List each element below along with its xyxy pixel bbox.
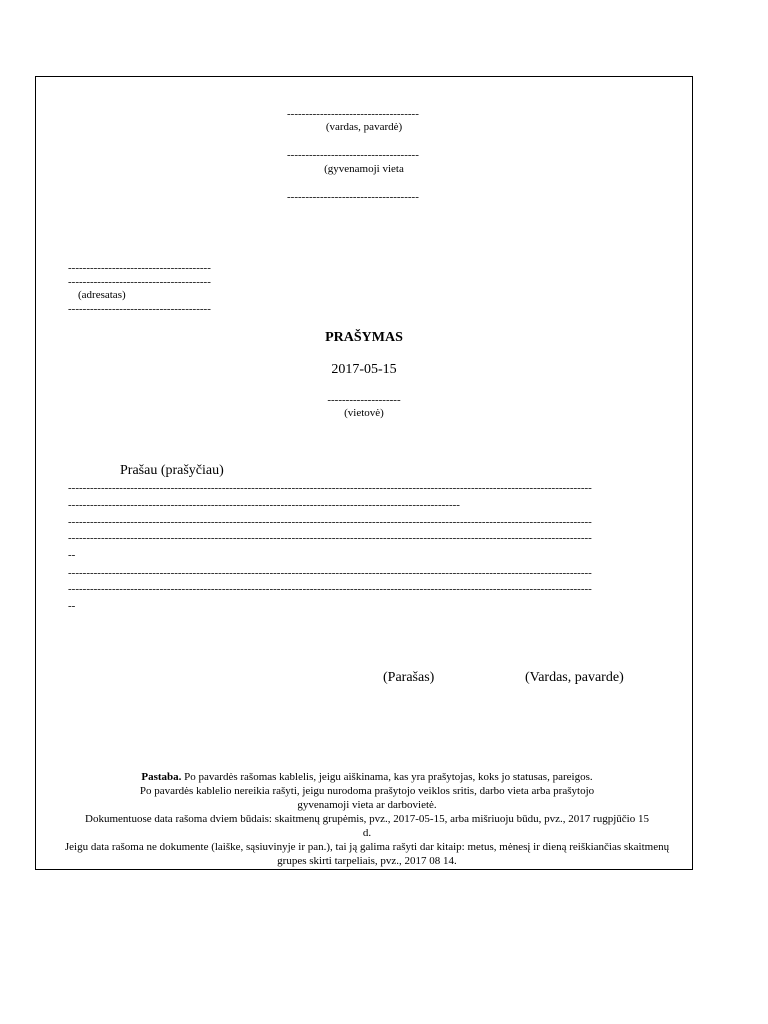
request-line-6: ----------------------------------------------------------------------------------------------------------------------------------------------- bbox=[68, 567, 592, 579]
addressee-label: (adresatas) bbox=[78, 289, 126, 301]
sender-extra-line: ------------------------------------ bbox=[287, 191, 419, 203]
document-title: PRAŠYMAS bbox=[325, 330, 403, 345]
note-paragraph-1 bbox=[62, 770, 672, 784]
note-paragraph-3: Dokumentuose data rašoma dviem būdais: skaitmenų grupėmis, pvz., 2017-05-15, arba mišriuoju būdu, pvz., 2017 rugpjūčio 15 d. bbox=[85, 813, 649, 839]
signature-label: (Parašas) bbox=[383, 670, 435, 685]
sender-name-line: ------------------------------------ bbox=[287, 108, 419, 120]
addressee-line-1: --------------------------------------- bbox=[68, 262, 211, 274]
request-line-7: ----------------------------------------------------------------------------------------------------------------------------------------------- bbox=[68, 583, 592, 595]
place-label: (vietovė) bbox=[344, 407, 384, 419]
sender-address-label: (gyvenamoji vieta bbox=[324, 163, 404, 175]
note-lead: Pastaba. bbox=[141, 771, 182, 783]
note-section bbox=[62, 770, 672, 868]
request-line-4: ----------------------------------------------------------------------------------------------------------------------------------------------- bbox=[68, 532, 592, 544]
addressee-line-2: --------------------------------------- bbox=[68, 276, 211, 288]
request-line-5: -- bbox=[68, 549, 76, 561]
request-line-3: ----------------------------------------------------------------------------------------------------------------------------------------------- bbox=[68, 516, 592, 528]
request-line-2: ----------------------------------------------------------------------------------------------------------- bbox=[68, 499, 460, 511]
note-text-1: Po pavardės rašomas kablelis, jeigu aiškinama, kas yra prašytojas, koks jo statusas, pareigos. bbox=[181, 771, 593, 783]
note-paragraph-4: Jeigu data rašoma ne dokumente (laiške, sąsiuvinyje ir pan.), tai ją galima rašyti dar kitaip: metus, mėnesį ir dieną reiškiančias skaitmenų grupes skirti tarpeliais, pvz., 2017 08 14. bbox=[64, 841, 670, 867]
sender-address-line: ------------------------------------ bbox=[287, 149, 419, 161]
place-line: -------------------- bbox=[327, 394, 401, 406]
request-line-1: ----------------------------------------------------------------------------------------------------------------------------------------------- bbox=[68, 482, 592, 494]
sender-name-label: (vardas, pavardė) bbox=[325, 121, 403, 133]
signer-name-label: (Vardas, pavarde) bbox=[525, 670, 624, 685]
note-paragraph-2: Po pavardės kablelio nereikia rašyti, jeigu nurodoma prašytojo veiklos sritis, darbo vieta arba prašytojo gyvenamoji vieta ar darbovietė. bbox=[139, 785, 595, 811]
document-date: 2017-05-15 bbox=[331, 362, 397, 377]
addressee-line-3: --------------------------------------- bbox=[68, 303, 211, 315]
request-line-8: -- bbox=[68, 600, 76, 612]
request-intro: Prašau (prašyčiau) bbox=[120, 463, 224, 478]
